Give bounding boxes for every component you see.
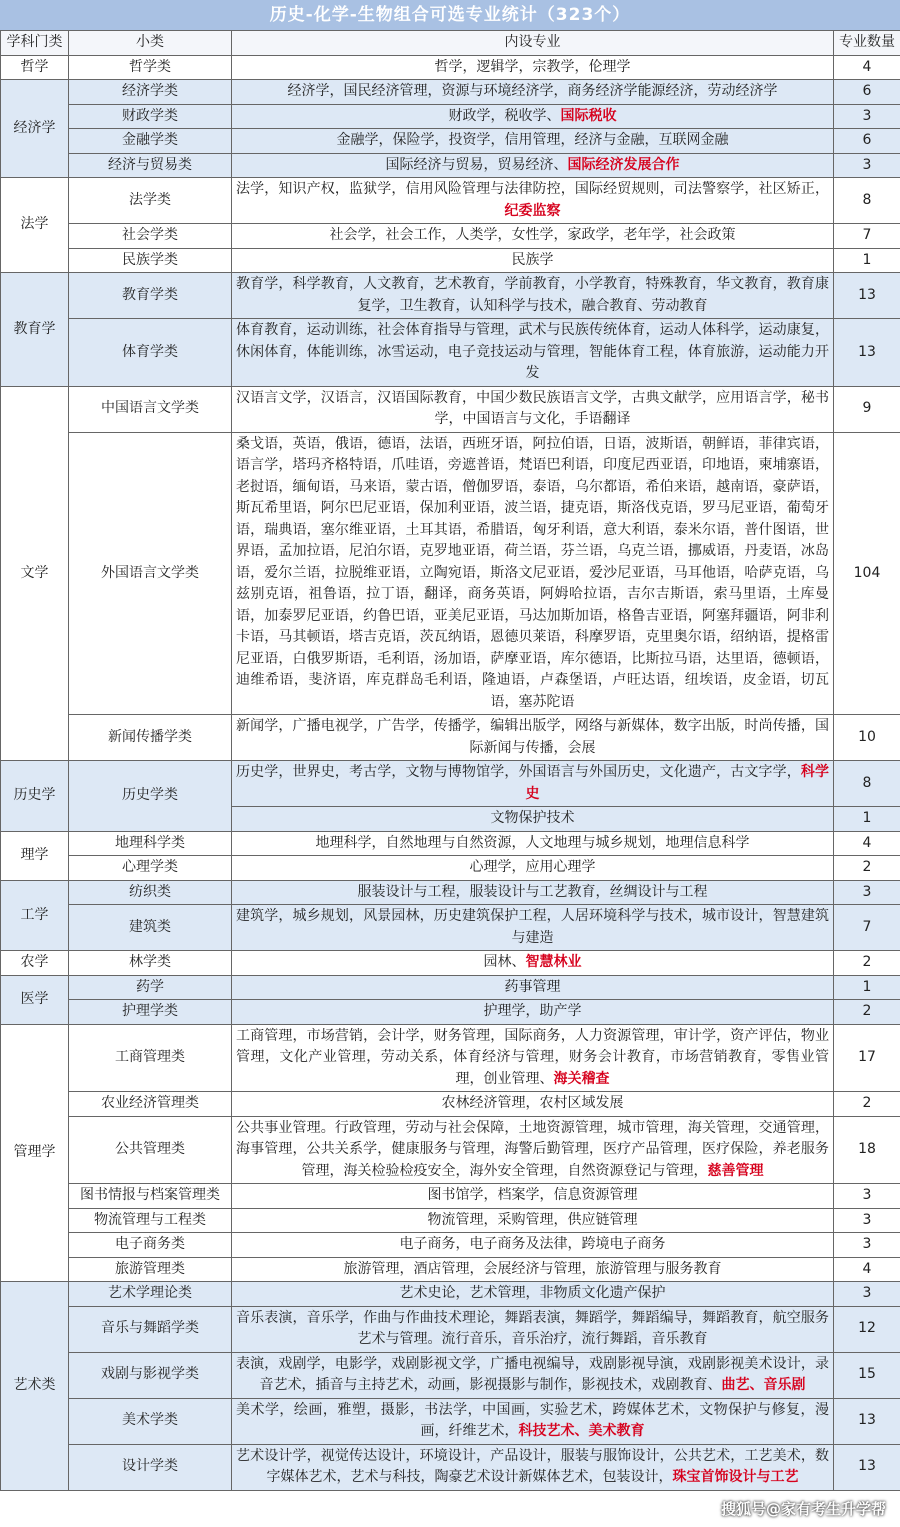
majors-text: 桑戈语，英语，俄语，德语，法语，西班牙语，阿拉伯语，日语，波斯语，朝鲜语，菲律宾语，语言学，塔玛齐格特语，爪哇语，旁遮普语，梵语巴利语，印度尼西亚语，印地语，柬埔寨语，老挝语，缅甸语，马来语，蒙古语，僧伽罗语，泰语，乌尔都语，希伯来语，越南语，豪萨语，斯瓦希里语，阿尔巴尼亚语，保加利亚语，波兰语，捷克语，斯洛伐克语，罗马尼亚语，葡萄牙语，瑞典语，塞尔维亚语，土耳其语，希腊语，匈牙利语，意大利语，泰米尔语，普什图语，世界语，孟加拉语，尼泊尔语，克罗地亚语，荷兰语，芬兰语，乌克兰语，挪威语，丹麦语，冰岛语，爱尔兰语，拉脱维亚语，立陶宛语，斯洛文尼亚语，爱沙尼亚语，马耳他语，哈萨克语，乌兹别克语，祖鲁语，拉丁语，翻译，商务英语，阿姆哈拉语，吉尔吉斯语，索马里语，土库曼语，加泰罗尼亚语，约鲁巴语，亚美尼亚语，马达加斯加语，格鲁吉亚语，阿塞拜疆语，阿非利卡语，马其顿语，塔吉克语，茨瓦纳语，恩德贝莱语，科摩罗语，克里奥尔语，绍纳语，提格雷尼亚语，白俄罗斯语，毛利语，汤加语，萨摩亚语，库尔德语，比斯拉马语，达里语，德顿语，迪维希语，斐济语，库克群岛毛利语，隆迪语，卢森堡语，卢旺达语，纽埃语，皮金语，切瓦语，塞苏陀语	[236, 435, 829, 710]
count-cell: 7	[834, 224, 900, 249]
table-row	[1, 1208, 900, 1233]
majors-text: 服装设计与工程，服装设计与工艺教育，丝绸设计与工程	[357, 883, 708, 900]
majors-cell	[232, 1092, 834, 1117]
category-cell: 管理学	[1, 1024, 69, 1282]
subcategory-cell: 中国语言文学类	[69, 386, 232, 432]
subcategory-cell: 教育学类	[69, 273, 232, 319]
category-cell: 医学	[1, 975, 69, 1024]
majors-cell	[232, 178, 834, 224]
new-major-highlight: 智慧林业	[525, 954, 582, 970]
header-count: 专业数量	[834, 31, 900, 56]
subcategory-cell: 地理科学类	[69, 831, 232, 856]
majors-text: 艺术设计学，视觉传达设计，环境设计，产品设计，服装与服饰设计，公共艺术，工艺美术，数字媒体艺术，艺术与科技，陶豪艺术设计新媒体艺术，包装设计，	[236, 1447, 829, 1485]
majors-cell	[232, 386, 834, 432]
table-row	[1, 1116, 900, 1184]
table-row	[1, 1092, 900, 1117]
category-cell: 法学	[1, 178, 69, 273]
majors-cell	[232, 1184, 834, 1209]
count-cell: 6	[834, 129, 900, 154]
majors-cell	[232, 831, 834, 856]
subcategory-cell: 财政学类	[69, 104, 232, 129]
new-major-highlight: 海关稽查	[553, 1070, 610, 1087]
majors-text: 美术学，绘画，雅塑，摄影，书法学，中国画，实验艺术，跨媒体艺术，文物保护与修复，漫画，纤维艺术，	[236, 1401, 829, 1439]
subcategory-cell: 体育学类	[69, 319, 232, 387]
table-row	[1, 224, 900, 249]
count-cell: 2	[834, 856, 900, 881]
majors-text: 农林经济管理，农村区域发展	[441, 1095, 624, 1111]
table-row	[1, 1444, 900, 1490]
count-cell: 10	[834, 715, 900, 761]
majors-text: 体育教育，运动训练，社会体育指导与管理，武术与民族传统体育，运动人体科学，运动康复，休闲体育，体能训练，冰雪运动，电子竞技运动与管理，智能体育工程，体育旅游，运动能力开发	[236, 322, 829, 381]
majors-cell	[232, 153, 834, 178]
majors-cell	[232, 807, 834, 832]
table-row	[1, 905, 900, 951]
table-row	[1, 761, 900, 807]
table-row	[1, 319, 900, 387]
table-row	[1, 80, 900, 105]
new-major-highlight: 国际经济发展合作	[567, 156, 680, 173]
count-cell: 8	[834, 178, 900, 224]
majors-text: 地理科学，自然地理与自然资源，人文地理与城乡规划，地理信息科学	[315, 834, 750, 851]
majors-cell	[232, 1306, 834, 1352]
subcategory-cell: 美术学类	[69, 1398, 232, 1444]
table-row	[1, 1184, 900, 1209]
count-cell: 3	[834, 1282, 900, 1307]
table-row	[1, 1000, 900, 1025]
majors-text: 文物保护技术	[490, 810, 575, 826]
majors-cell	[232, 80, 834, 105]
majors-text: 新闻学，广播电视学，广告学，传播学，编辑出版学，网络与新媒体，数字出版，时尚传播，国际新闻与传播，会展	[236, 718, 829, 756]
table-row	[1, 951, 900, 976]
majors-cell	[232, 880, 834, 905]
majors-cell	[232, 1444, 834, 1490]
subcategory-cell: 外国语言文学类	[69, 432, 232, 715]
table-row	[1, 1024, 900, 1092]
subcategory-cell: 新闻传播学类	[69, 715, 232, 761]
table-row	[1, 1257, 900, 1282]
majors-text: 工商管理，市场营销，会计学，财务管理，国际商务，人力资源管理，审计学，资产评估，物业管理，文化产业管理，劳动关系，体育经济与管理，财务会计教育，市场营销教育，零售业管理，创业管理、	[236, 1027, 829, 1087]
majors-text: 表演，戏剧学，电影学，戏剧影视文学，广播电视编导，戏剧影视导演，戏剧影视美术设计，录音艺术，插音与主持艺术，动画，影视摄影与制作，影视技术，戏剧教育、	[236, 1355, 829, 1393]
count-cell: 1	[834, 248, 900, 273]
table-row	[1, 831, 900, 856]
subcategory-cell: 图书情报与档案管理类	[69, 1184, 232, 1209]
majors-cell	[232, 1024, 834, 1092]
table-row	[1, 386, 900, 432]
watermark: 搜狐号@家有考生升学帮	[720, 1500, 886, 1518]
subcategory-cell: 社会学类	[69, 224, 232, 249]
subcategory-cell: 农业经济管理类	[69, 1092, 232, 1117]
subcategory-cell: 音乐与舞蹈学类	[69, 1306, 232, 1352]
table-row	[1, 178, 900, 224]
subcategory-cell: 电子商务类	[69, 1233, 232, 1258]
table-header-row	[1, 31, 900, 56]
majors-cell	[232, 761, 834, 807]
subcategory-cell: 药学	[69, 975, 232, 1000]
table-row	[1, 248, 900, 273]
count-cell: 4	[834, 1257, 900, 1282]
majors-text: 护理学，助产学	[483, 1003, 582, 1019]
table-row	[1, 880, 900, 905]
category-cell: 文学	[1, 386, 69, 761]
count-cell: 3	[834, 153, 900, 178]
majors-cell	[232, 55, 834, 80]
category-cell: 农学	[1, 951, 69, 976]
majors-cell	[232, 273, 834, 319]
table-row	[1, 104, 900, 129]
count-cell: 12	[834, 1306, 900, 1352]
majors-text: 图书馆学，档案学，信息资源管理	[427, 1187, 638, 1203]
count-cell: 2	[834, 1000, 900, 1025]
count-cell: 7	[834, 905, 900, 951]
majors-cell	[232, 129, 834, 154]
category-cell: 历史学	[1, 761, 69, 832]
majors-text: 教育学，科学教育，人文教育，艺术教育，学前教育，小学教育，特殊教育，华文教育，教育康复学，卫生教育，认知科学与技术，融合教育、劳动教育	[236, 276, 829, 314]
count-cell: 15	[834, 1352, 900, 1398]
table-row	[1, 153, 900, 178]
header-majors: 内设专业	[232, 31, 834, 56]
majors-text: 建筑学，城乡规划，风景园林，历史建筑保护工程，人居环境科学与技术，城市设计，智慧建筑与建造	[236, 908, 829, 946]
subcategory-cell: 公共管理类	[69, 1116, 232, 1184]
subcategory-cell: 设计学类	[69, 1444, 232, 1490]
category-cell: 教育学	[1, 273, 69, 387]
count-cell: 4	[834, 55, 900, 80]
majors-text: 经济学，国民经济管理，资源与环境经济学，商务经济学能源经济，劳动经济学	[287, 83, 778, 99]
new-major-highlight: 珠宝首饰设计与工艺	[672, 1469, 799, 1485]
majors-text: 民族学	[511, 251, 554, 268]
header-category: 学科门类	[1, 31, 69, 56]
count-cell: 1	[834, 807, 900, 832]
majors-text: 药事管理	[504, 978, 561, 995]
table-body	[1, 55, 900, 1490]
majors-cell	[232, 104, 834, 129]
majors-cell	[232, 1257, 834, 1282]
category-cell: 理学	[1, 831, 69, 880]
count-cell: 3	[834, 1233, 900, 1258]
majors-text: 公共事业管理。行政管理，劳动与社会保障，土地资源管理，城市管理，海关管理，交通管理，海事管理，公共关系学，健康服务与管理，海警后勤管理，医疗产品管理，医疗保险，养老服务管理，海关检验检疫安全，海外安全管理，自然资源登记与管理，	[236, 1119, 829, 1179]
table-row	[1, 1352, 900, 1398]
majors-text: 艺术史论，艺术管理，非物质文化遗产保护	[399, 1285, 666, 1301]
subcategory-cell: 民族学类	[69, 248, 232, 273]
majors-cell	[232, 1116, 834, 1184]
new-major-highlight: 曲艺、音乐剧	[721, 1377, 806, 1393]
count-cell: 4	[834, 831, 900, 856]
subcategory-cell: 经济学类	[69, 80, 232, 105]
subcategory-cell: 工商管理类	[69, 1024, 232, 1092]
majors-cell	[232, 1233, 834, 1258]
category-cell: 经济学	[1, 80, 69, 178]
subcategory-cell: 历史学类	[69, 761, 232, 832]
majors-cell	[232, 975, 834, 1000]
count-cell: 8	[834, 761, 900, 807]
majors-text: 国际经济与贸易，贸易经济、	[385, 156, 568, 173]
table-row	[1, 1306, 900, 1352]
count-cell: 6	[834, 80, 900, 105]
category-cell: 艺术类	[1, 1282, 69, 1491]
subcategory-cell: 哲学类	[69, 55, 232, 80]
new-major-highlight: 纪委监察	[504, 202, 561, 219]
subcategory-cell: 法学类	[69, 178, 232, 224]
majors-text: 财政学，税收学、	[448, 107, 561, 124]
majors-cell	[232, 248, 834, 273]
new-major-highlight: 科学史	[525, 764, 830, 802]
majors-cell	[232, 224, 834, 249]
subcategory-cell: 金融学类	[69, 129, 232, 154]
table-row	[1, 1398, 900, 1444]
category-cell: 哲学	[1, 55, 69, 80]
majors-text: 音乐表演，音乐学，作曲与作曲技术理论，舞蹈表演，舞蹈学，舞蹈编导，舞蹈教育，航空服务艺术与管理。流行音乐，音乐治疗，流行舞蹈，音乐教育	[236, 1309, 829, 1347]
subcategory-cell: 艺术学理论类	[69, 1282, 232, 1307]
majors-cell	[232, 1398, 834, 1444]
category-cell: 工学	[1, 880, 69, 951]
majors-text: 社会学，社会工作，人类学，女性学，家政学，老年学，社会政策	[329, 227, 736, 243]
count-cell: 2	[834, 951, 900, 976]
majors-text: 哲学，逻辑学，宗教学，伦理学	[434, 58, 631, 75]
table-row	[1, 715, 900, 761]
count-cell: 3	[834, 1208, 900, 1233]
count-cell: 2	[834, 1092, 900, 1117]
majors-text: 汉语言文学，汉语言，汉语国际教育，中国少数民族语言文学，古典文献学，应用语言学，秘书学，中国语言与文化，手语翻译	[236, 389, 829, 427]
majors-text: 法学，知识产权，监狱学，信用风险管理与法律防控，国际经贸规则，司法警察学，社区矫正，	[236, 181, 829, 197]
majors-cell	[232, 951, 834, 976]
table-row	[1, 1233, 900, 1258]
table-row	[1, 975, 900, 1000]
count-cell: 3	[834, 104, 900, 129]
majors-cell	[232, 1352, 834, 1398]
majors-text: 电子商务，电子商务及法律，跨境电子商务	[399, 1236, 666, 1252]
count-cell: 3	[834, 880, 900, 905]
majors-cell	[232, 905, 834, 951]
majors-cell	[232, 1208, 834, 1233]
majors-text: 旅游管理，酒店管理，会展经济与管理，旅游管理与服务教育	[343, 1260, 722, 1277]
table-row	[1, 129, 900, 154]
table-row	[1, 55, 900, 80]
new-major-highlight: 国际税收	[560, 107, 617, 124]
subcategory-cell: 林学类	[69, 951, 232, 976]
count-cell: 1	[834, 975, 900, 1000]
count-cell: 13	[834, 319, 900, 387]
majors-text: 物流管理，采购管理，供应链管理	[427, 1211, 638, 1228]
subcategory-cell: 建筑类	[69, 905, 232, 951]
count-cell: 13	[834, 1444, 900, 1490]
subcategory-cell: 纺织类	[69, 880, 232, 905]
count-cell: 13	[834, 273, 900, 319]
subcategory-cell: 心理学类	[69, 856, 232, 881]
count-cell: 17	[834, 1024, 900, 1092]
majors-text: 金融学，保险学，投资学，信用管理，经济与金融，互联网金融	[336, 132, 729, 148]
count-cell: 9	[834, 386, 900, 432]
count-cell: 104	[834, 432, 900, 715]
subcategory-cell: 戏剧与影视学类	[69, 1352, 232, 1398]
subcategory-cell: 物流管理与工程类	[69, 1208, 232, 1233]
majors-cell	[232, 715, 834, 761]
count-cell: 18	[834, 1116, 900, 1184]
majors-cell	[232, 1000, 834, 1025]
subcategory-cell: 经济与贸易类	[69, 153, 232, 178]
count-cell: 13	[834, 1398, 900, 1444]
majors-table	[0, 30, 900, 1491]
subcategory-cell: 护理学类	[69, 1000, 232, 1025]
subcategory-cell: 旅游管理类	[69, 1257, 232, 1282]
new-major-highlight: 慈善管理	[707, 1162, 764, 1179]
table-row	[1, 432, 900, 715]
majors-cell	[232, 432, 834, 715]
count-cell: 3	[834, 1184, 900, 1209]
majors-cell	[232, 856, 834, 881]
table-row	[1, 1282, 900, 1307]
table-row	[1, 273, 900, 319]
table-row	[1, 856, 900, 881]
page-title: 历史-化学-生物组合可选专业统计（323个）	[0, 0, 900, 30]
header-subcategory: 小类	[69, 31, 232, 56]
majors-text: 园林、	[483, 954, 526, 970]
majors-cell	[232, 319, 834, 387]
majors-text: 心理学，应用心理学	[469, 859, 596, 875]
majors-cell	[232, 1282, 834, 1307]
new-major-highlight: 科技艺术、美术教育	[518, 1423, 645, 1439]
majors-text: 历史学，世界史，考古学，文物与博物馆学，外国语言与外国历史，文化遗产，古文字学，	[236, 764, 801, 780]
